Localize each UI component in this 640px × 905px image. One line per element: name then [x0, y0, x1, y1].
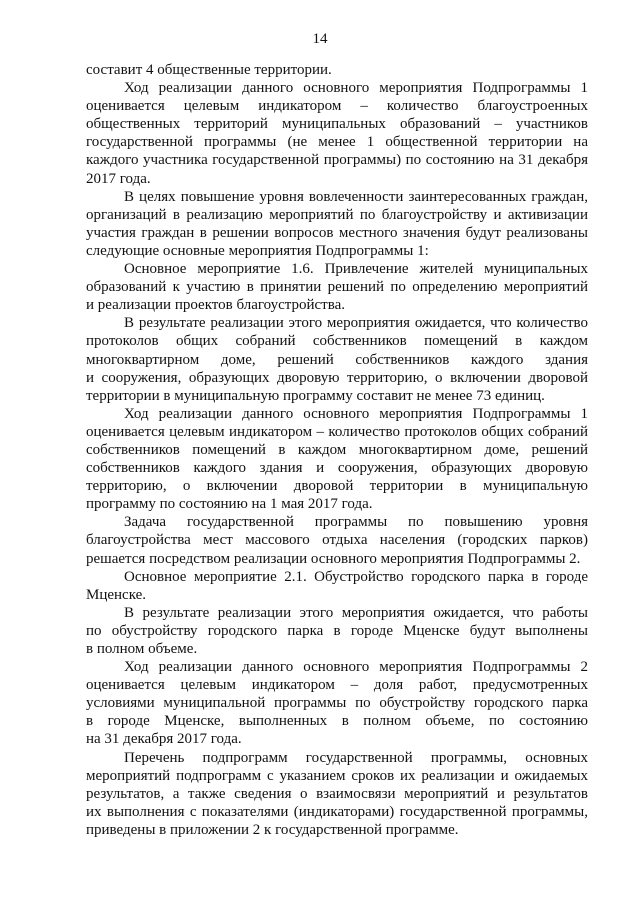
text-line: Ход реализации данного основного мероприятия Подпрограммы 2	[124, 659, 588, 676]
text-line: образований к участию в принятии решений по определению мероприятий	[86, 279, 588, 296]
text-line: по обустройству городского парка в городе Мценске будут выполнены	[86, 622, 588, 639]
paragraph	[86, 604, 588, 658]
text-line: следующие основные мероприятия Подпрограммы 1:	[86, 242, 429, 259]
text-line: многоквартирном доме, решений собственников каждого здания	[86, 351, 588, 368]
text-line: В целях повышение уровня вовлеченности заинтересованных граждан,	[124, 188, 588, 205]
text-line: Мценске.	[86, 586, 147, 603]
paragraph	[86, 568, 588, 604]
paragraph	[86, 188, 588, 260]
text-line: общественных территорий муниципальных образований – участников	[86, 116, 588, 133]
text-line: на 31 декабря 2017 года.	[86, 731, 242, 748]
text-line: и сооружения, образующих дворовую территорию, о включении дворовой	[86, 369, 588, 386]
text-line: в городе Мценске, выполненных в полном объеме, по состоянию	[86, 713, 588, 730]
paragraph	[86, 749, 588, 839]
text-line: собственников каждого здания и сооружения, образующих дворовую	[86, 460, 588, 477]
text-line: решается посредством реализации основного мероприятия Подпрограммы 2.	[86, 550, 581, 567]
paragraph	[86, 314, 588, 404]
text-line: Перечень подпрограмм государственной программы, основных	[124, 749, 588, 766]
paragraph	[86, 513, 588, 567]
text-line: Задача государственной программы по повышению уровня	[124, 514, 588, 531]
text-line: 2017 года.	[86, 170, 151, 187]
text-line: каждого участника государственной программы) по состоянию на 31 декабря	[86, 152, 588, 169]
document-body	[86, 61, 588, 839]
text-line: и реализации проектов благоустройства.	[86, 297, 346, 314]
text-line: мероприятий подпрограмм с указанием сроков их реализации и ожидаемых	[86, 767, 588, 784]
text-line: в полном объеме.	[86, 641, 198, 657]
text-line: их выполнения с показателями (индикаторами) государственной программы,	[86, 803, 588, 820]
paragraph	[86, 61, 588, 79]
text-line: условиями муниципальной программы по обустройству городского парка	[86, 695, 588, 712]
paragraph	[86, 405, 588, 514]
paragraph	[86, 79, 588, 188]
text-line: оценивается целевым индикатором – количество протоколов общих собраний	[86, 423, 588, 440]
text-line: В результате реализации этого мероприятия ожидается, что количество	[124, 315, 588, 332]
text-line: В результате реализации этого мероприятия ожидается, что работы	[124, 604, 588, 621]
text-line: участия граждан в решении вопросов местного значения будут реализованы	[86, 224, 588, 241]
text-line: Основное мероприятие 2.1. Обустройство городского парка в городе	[124, 568, 588, 585]
text-line: государственной программы (не менее 1 общественной территории на	[86, 134, 588, 151]
paragraph	[86, 260, 588, 314]
text-line: собственников помещений в каждом многоквартирном доме, решений	[86, 441, 588, 458]
text-line: Ход реализации данного основного мероприятия Подпрограммы 1	[124, 405, 588, 422]
text-line: территорию, о включении дворовой территории в муниципальную	[86, 478, 588, 495]
text-line: благоустройства мест массового отдыха населения (городских парков)	[86, 532, 588, 549]
text-line: протоколов общих собраний собственников помещений в каждом	[86, 333, 588, 350]
text-line: приведены в приложении 2 к государственной программе.	[86, 821, 459, 838]
text-line: организаций в реализацию мероприятий по благоустройству и активизации	[86, 206, 588, 223]
text-line: территории в муниципальную программу составит не менее 73 единиц.	[86, 387, 545, 404]
text-line: результатов, а также сведения о взаимосвязи мероприятий и результатов	[86, 785, 588, 802]
text-line: оценивается целевым индикатором – доля работ, предусмотренных	[86, 677, 588, 694]
page-number: 14	[312, 31, 328, 47]
text-line: оценивается целевым индикатором – количество благоустроенных	[86, 98, 588, 115]
text-line: составит 4 общественные территории.	[86, 62, 332, 78]
text-line: Ход реализации данного основного мероприятия Подпрограммы 1	[124, 80, 588, 97]
text-line: программу по состоянию на 1 мая 2017 года.	[86, 496, 373, 513]
text-line: Основное мероприятие 1.6. Привлечение жителей муниципальных	[124, 261, 588, 278]
paragraph	[86, 658, 588, 748]
